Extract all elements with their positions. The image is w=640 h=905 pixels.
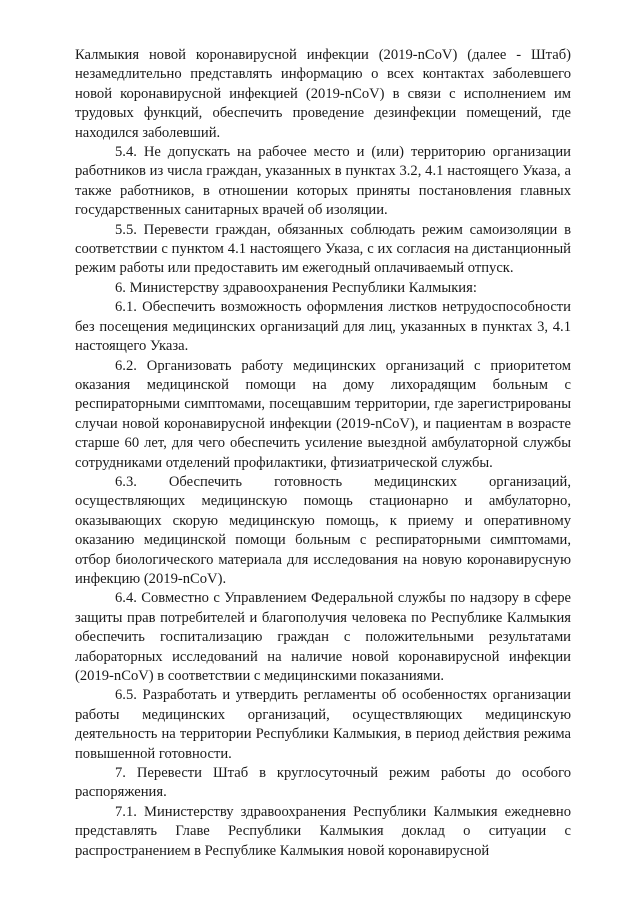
document-body xyxy=(75,46,571,861)
paragraph-7-1: 7.1. Министерству здравоохранения Республики Калмыкия ежедневно представлять Главе Республики Калмыкия доклад о ситуации с распространением в Республике Калмыкия новой коронавирусной xyxy=(75,803,571,859)
paragraph-6-2: 6.2. Организовать работу медицинских организаций с приоритетом оказания медицинской помощи на дому лихорадящим больным с респираторными симптомами, посещавшим территории, где зарегистрированы случаи новой коронавирусной инфекции (2019-nCoV), и пациентам в возрасте старше 60 лет, для чего обеспечить усиление выездной амбулаторной службы сотрудниками отделений профилактики, фтизиатрической службы. xyxy=(75,357,571,471)
paragraph-continuation: Калмыкия новой коронавирусной инфекции (2019-nCoV) (далее - Штаб) незамедлительно представлять информацию о всех контактах заболевшего новой коронавирусной инфекцией (2019-nCoV) в связи с исполнением им трудовых функций, обеспечить проведение дезинфекции помещений, где находился заболевший. xyxy=(75,47,571,141)
paragraph-6-3: 6.3. Обеспечить готовность медицинских организаций, осуществляющих медицинскую помощь стационарно и амбулаторно, оказывающих скорую медицинскую помощь, к приему и оперативному оказанию медицинской помощи больным с респираторными симптомами, отбор биологического материала для исследования на новую коронавирусную инфекцию (2019-nCoV). xyxy=(75,473,571,587)
paragraph-6-5: 6.5. Разработать и утвердить регламенты об особенностях организации работы медицинских организаций, осуществляющих медицинскую деятельность на территории Республики Калмыкия, в период действия режима повышенной готовности. xyxy=(75,687,571,762)
paragraph-5-4: 5.4. Не допускать на рабочее место и (или) территорию организации работников из числа граждан, указанных в пунктах 3.2, 4.1 настоящего Указа, а также работников, в отношении которых приняты постановления главных государственных санитарных врачей об изоляции. xyxy=(75,144,571,219)
paragraph-7: 7. Перевести Штаб в круглосуточный режим работы до особого распоряжения. xyxy=(75,765,571,801)
paragraph-6-1: 6.1. Обеспечить возможность оформления листков нетрудоспособности без посещения медицинских организаций для лиц, указанных в пунктах 3, 4.1 настоящего Указа. xyxy=(75,299,571,355)
paragraph-6: 6. Министерству здравоохранения Республики Калмыкия: xyxy=(115,279,477,296)
paragraph-6-4: 6.4. Совместно с Управлением Федеральной службы по надзору в сфере защиты прав потребителей и благополучия человека по Республике Калмыкия обеспечить госпитализацию граждан с положительными результатами лабораторных исследований на наличие новой коронавирусной инфекции (2019-nCoV) в соответствии с медицинскими показаниями. xyxy=(75,590,571,684)
paragraph-5-5: 5.5. Перевести граждан, обязанных соблюдать режим самоизоляции в соответствии с пунктом 4.1 настоящего Указа, с их согласия на дистанционный режим работы или предоставить им ежегодный оплачиваемый отпуск. xyxy=(75,221,571,277)
